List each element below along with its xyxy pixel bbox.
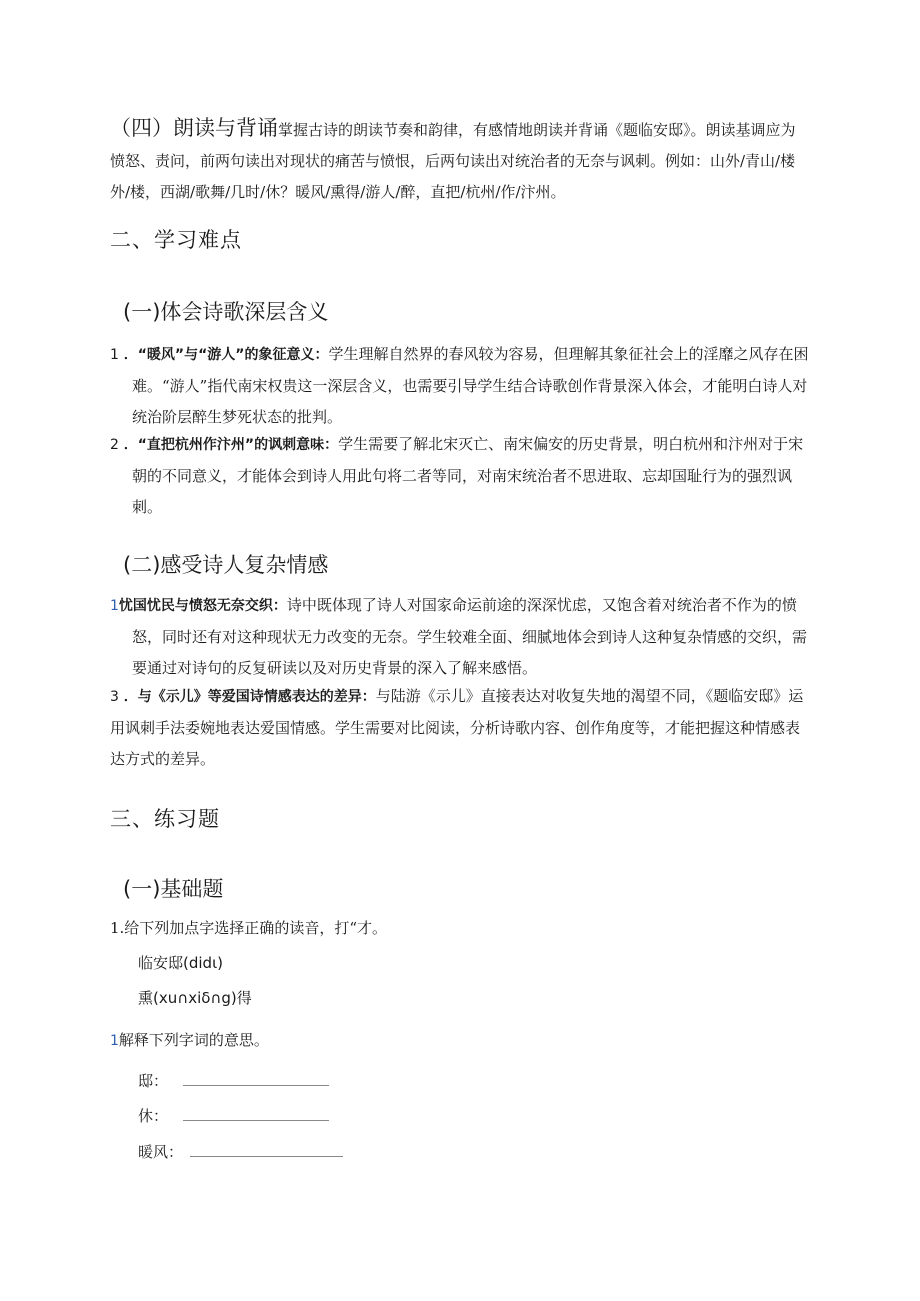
section-2-title: 二、学习难点	[110, 228, 242, 252]
section-4-paragraph	[110, 113, 810, 208]
field-label: 暖风：	[138, 1143, 184, 1161]
question-1-line-2: 熏(xu∩xiδ∩g)得	[138, 989, 252, 1007]
question-1-line-1: 临安邸(didι)	[138, 954, 223, 972]
item-number: 1	[110, 598, 119, 614]
item-text: 与陆游《示儿》直接表达对收复失地的渴望不同，《题临安邸》运用讽刺手法委婉地表达爱国情感。学生需要对比阅读，分析诗歌内容、创作角度等，才能把握这种情感表达方式的差异。	[110, 687, 804, 768]
item-text: 学生需要了解北宋灭亡、南宋偏安的历史背景，明白杭州和汴州对于宋朝的不同意义，才能体会到诗人用此句将二者等同，对南宋统治者不思进取、忘却国耻行为的强烈讽刺。	[132, 435, 804, 516]
item-number: 3	[110, 689, 119, 705]
item-number: 2	[110, 437, 119, 453]
item-text: 诗中既体现了诗人对国家命运前途的深深忧虑，又饱含着对统治者不作为的愤怒，同时还有对这种现状无力改变的无奈。学生较难全面、细腻地体会到诗人这种复杂情感的交织，需要通过对诗句的反复研读以及对历史背景的深入了解来感悟。	[132, 596, 808, 677]
item-bold-lead: ．与《示儿》等爱国诗情感表达的差异：	[123, 689, 376, 705]
item-number: 1	[110, 347, 119, 363]
section-4-text: 掌握古诗的朗读节奏和韵律，有感情地朗读并背诵《题临安邸》。朗读基调应为愤怒、责问，前两句读出对现状的痛苦与愤恨，后两句读出对统治者的无奈与讽刺。例如：山外/青山/楼外/楼，西湖/歌舞/几时/休？暖风/熏得/游人/醉，直把/杭州/作/汴州。	[110, 121, 796, 201]
list-item	[110, 429, 810, 523]
list-item	[110, 590, 810, 684]
subsection-2-2-title: (二)感受诗人复杂情感	[123, 553, 329, 577]
answer-field-row	[138, 1141, 343, 1162]
field-label: 邸：	[138, 1072, 169, 1090]
field-label: 休：	[138, 1107, 169, 1125]
list-item	[110, 681, 810, 775]
answer-blank[interactable]	[190, 1142, 343, 1157]
item-text: 学生理解自然界的春风较为容易，但理解其象征社会上的淫靡之风存在困难。“游人”指代南宋权贵这一深层含义，也需要引导学生结合诗歌创作背景深入体会，才能明白诗人对统治阶层醉生梦死状态的批判。	[132, 345, 809, 426]
answer-field-row	[138, 1105, 329, 1126]
answer-blank[interactable]	[183, 1106, 329, 1121]
list-item	[110, 339, 810, 433]
item-bold-lead: 忧国忧民与愤怒无奈交织：	[118, 598, 287, 614]
subsection-3-1-title: (一)基础题	[123, 877, 224, 901]
section-4-heading: （四）朗读与背诵	[110, 116, 278, 140]
subsection-2-1-title: (一)体会诗歌深层含义	[123, 300, 329, 324]
answer-field-row	[138, 1070, 329, 1091]
question-number: 1	[110, 1033, 119, 1049]
question-text: 解释下列字词的意思。	[118, 1031, 269, 1049]
item-bold-lead: ．“暖风”与“游人”的象征意义：	[123, 347, 329, 363]
question-1-prompt: 1.给下列加点字选择正确的读音，打“才。	[110, 919, 387, 937]
item-bold-lead: ．“直把杭州作汴州”的讽刺意味：	[123, 437, 339, 453]
section-3-title: 三、练习题	[110, 807, 220, 831]
answer-blank[interactable]	[183, 1071, 329, 1086]
question-2-prompt	[110, 1025, 269, 1057]
